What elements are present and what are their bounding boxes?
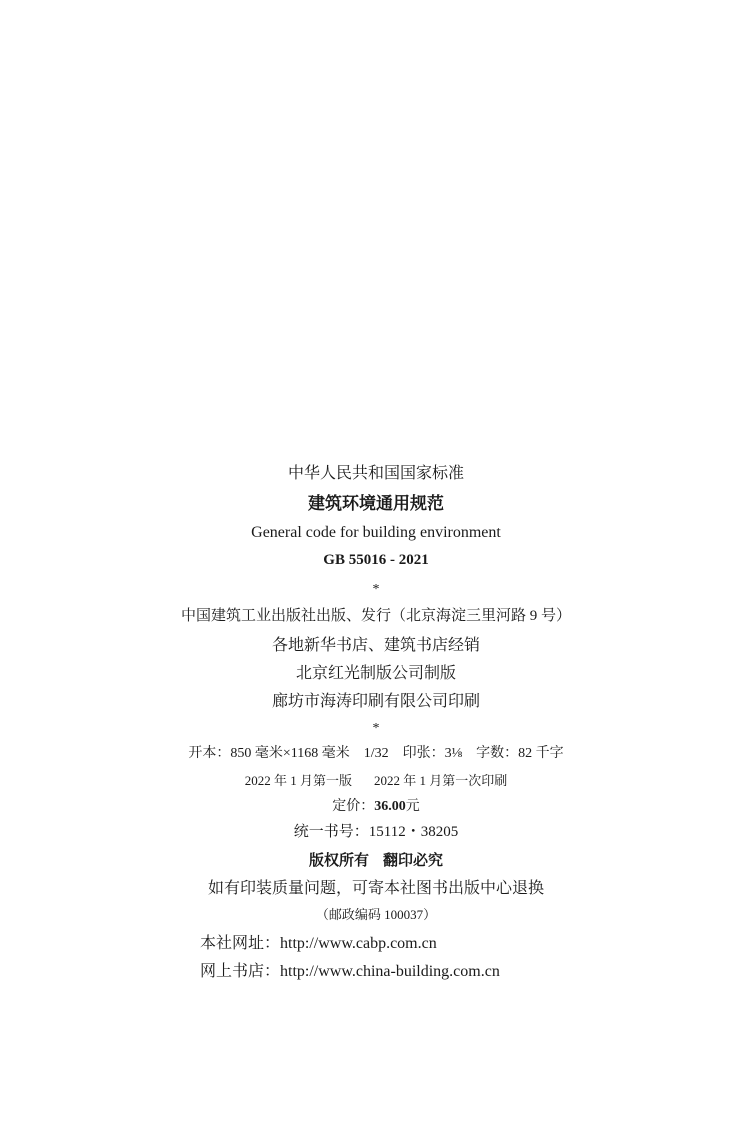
price-unit: 元 — [405, 799, 420, 814]
title-chinese: 建筑环境通用规范 — [308, 494, 444, 514]
standard-category: 中华人民共和国国家标准 — [287, 463, 464, 482]
format-size: 开本：850 毫米×1168 毫米 — [188, 746, 350, 761]
format-sheets: 印张：3⅛ — [402, 746, 463, 761]
site-url[interactable]: http://www.cabp.com.cn — [280, 935, 437, 952]
separator-star: * — [372, 582, 380, 597]
no-reprint-notice: 翻印必究 — [383, 851, 444, 869]
format-fold: 1/32 — [363, 746, 389, 761]
copyright-line — [0, 853, 752, 868]
online-store-line — [200, 963, 500, 980]
store-label: 网上书店： — [200, 961, 281, 980]
format-line — [0, 747, 752, 761]
price-line — [0, 800, 752, 814]
publisher-line: 中国建筑工业出版社出版、发行（北京海淀三里河路 9 号） — [180, 608, 571, 624]
publisher-website-line — [200, 935, 437, 952]
distributor-line: 各地新华书店、建筑书店经销 — [271, 635, 480, 654]
first-edition: 2022 年 1 月第一版 — [244, 773, 352, 788]
return-note: 如有印装质量问题，可寄本社图书出版中心退换 — [207, 878, 544, 897]
standard-number: GB 55016 - 2021 — [323, 552, 429, 568]
format-words: 字数：82 千字 — [476, 746, 564, 761]
store-url[interactable]: http://www.china-building.com.cn — [280, 963, 500, 980]
printer-line: 廊坊市海涛印刷有限公司印刷 — [271, 691, 480, 710]
first-print: 2022 年 1 月第一次印刷 — [374, 773, 508, 788]
copyright-notice: 版权所有 — [308, 851, 369, 869]
edition-line — [0, 774, 752, 787]
unified-book-number: 统一书号：15112・38205 — [293, 824, 459, 840]
price-label: 定价： — [332, 799, 375, 814]
separator-star-2: * — [372, 721, 380, 736]
price-value: 36.00 — [374, 799, 406, 814]
site-label: 本社网址： — [200, 933, 281, 952]
postcode: （邮政编码 100037） — [315, 907, 437, 922]
plate-maker-line: 北京红光制版公司制版 — [295, 663, 456, 682]
title-english: General code for building environment — [251, 524, 501, 541]
